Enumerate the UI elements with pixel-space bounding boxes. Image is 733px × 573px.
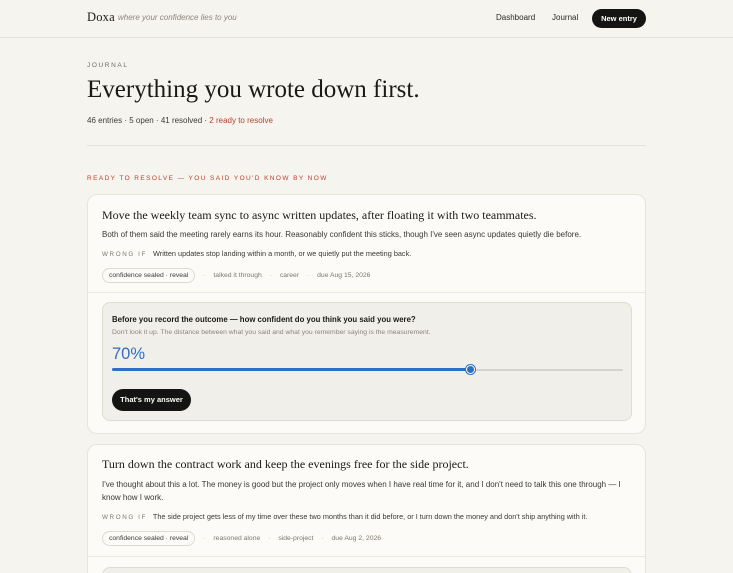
wrong-if-label: WRONG IF	[102, 514, 147, 521]
entry-meta	[102, 268, 370, 284]
section-label: READY TO RESOLVE — YOU SAID YOU'D KNOW BY NOW	[87, 175, 328, 182]
separator-dot: ·	[321, 535, 324, 542]
slider-fill	[112, 368, 470, 371]
brand-logo[interactable]: Doxa	[87, 10, 115, 24]
card-divider	[88, 556, 645, 557]
entry-due-date: due Aug 2, 2026	[331, 535, 382, 542]
stats-summary: 46 entries · 5 open · 41 resolved ·	[87, 116, 210, 125]
ready-to-resolve-link[interactable]: 2 ready to resolve	[209, 116, 273, 125]
confidence-sealed-pill[interactable]: confidence sealed · reveal	[102, 531, 195, 546]
entry-method: reasoned alone	[213, 535, 261, 542]
confidence-recall-panel	[102, 302, 632, 421]
entry-meta	[102, 531, 381, 547]
card-divider	[88, 292, 645, 293]
top-bar	[0, 0, 733, 38]
entry-method: talked it through	[213, 272, 262, 279]
new-entry-button[interactable]: New entry	[592, 9, 646, 28]
wrong-if-text: Written updates stop landing within a month, or we quietly put the meeting back.	[153, 249, 412, 258]
entry-card	[87, 444, 646, 573]
entry-tag[interactable]: career	[279, 272, 300, 279]
slider-thumb[interactable]	[466, 365, 475, 374]
confidence-sealed-pill[interactable]: confidence sealed · reveal	[102, 268, 195, 283]
separator-dot: ·	[306, 272, 310, 279]
wrong-if-row	[102, 249, 411, 258]
entry-tag[interactable]: side-project	[278, 535, 314, 542]
entry-body: Both of them said the meeting rarely earns its hour. Reasonably confident this sticks, though I've seen async updates quietly die before.	[102, 230, 582, 239]
confidence-recall-panel	[102, 567, 632, 573]
wrong-if-text: The side project gets less of my time over these two months than it did before, or I turn down the money and don't ship anything with it.	[152, 512, 588, 521]
confidence-value: 70%	[112, 345, 146, 363]
recall-question: Before you record the outcome — how confident do you think you said you were?	[112, 315, 416, 324]
journal-stats	[87, 116, 273, 125]
brand-tagline: where your confidence lies to you	[118, 13, 237, 22]
wrong-if-label: WRONG IF	[102, 251, 147, 258]
confidence-slider[interactable]	[112, 365, 623, 375]
entry-title[interactable]: Turn down the contract work and keep the evenings free for the side project.	[102, 457, 469, 471]
entry-title[interactable]: Move the weekly team sync to async written updates, after floating it with two teammates.	[102, 208, 537, 222]
separator-dot: ·	[269, 272, 272, 279]
divider	[87, 145, 646, 146]
recall-hint: Don't look it up. The distance between what you said and what you remember saying is the measurement.	[112, 329, 431, 336]
submit-answer-button[interactable]: That's my answer	[112, 389, 191, 411]
entry-card	[87, 194, 646, 434]
page-eyebrow: JOURNAL	[87, 62, 129, 69]
entry-body: I've thought about this a lot. The money is good but the project only moves when I have real time for it, and I don't need to talk this one through — I know how I work.	[102, 480, 621, 502]
nav-dashboard[interactable]: Dashboard	[496, 13, 536, 22]
separator-dot: ·	[268, 535, 271, 542]
entry-due-date: due Aug 15, 2026	[317, 272, 371, 279]
separator-dot: ·	[203, 535, 206, 542]
nav-journal[interactable]: Journal	[552, 13, 579, 22]
wrong-if-row	[102, 512, 587, 521]
separator-dot: ·	[203, 272, 206, 279]
page-title: Everything you wrote down first.	[87, 76, 420, 103]
